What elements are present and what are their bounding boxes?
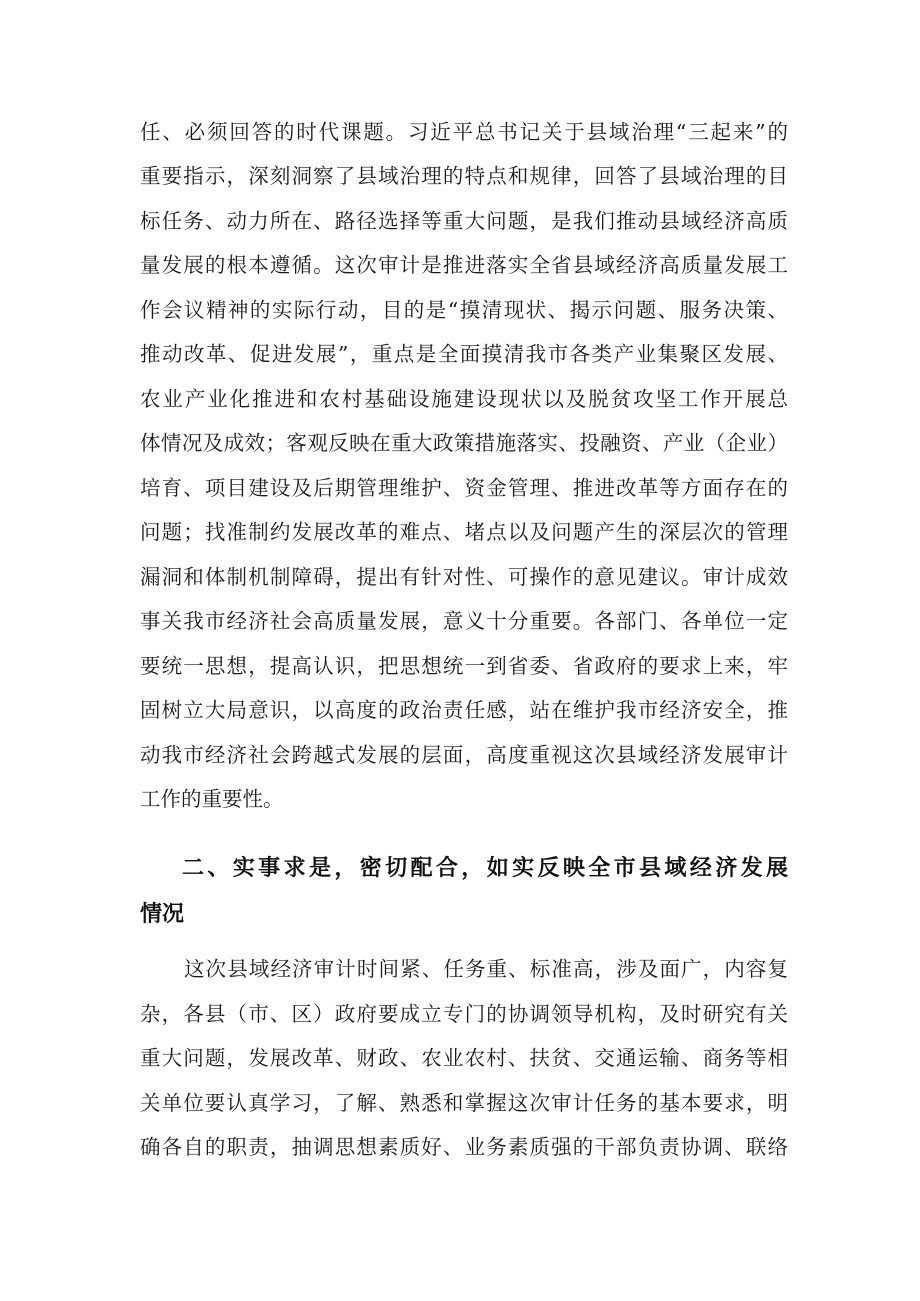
para2-line-1: 这次县域经济审计时间紧、任务重、标准高，涉及面广，内容复 bbox=[184, 957, 788, 981]
para1-line-10: 问题；找准制约发展改革的难点、堵点以及问题产生的深层次的管理 bbox=[140, 520, 788, 544]
para1-line-2: 重要指示，深刻洞察了县域治理的特点和规律，回答了县域治理的目 bbox=[140, 164, 788, 188]
para1-line-1: 任、必须回答的时代课题。习近平总书记关于县域治理“三起来”的 bbox=[140, 120, 788, 144]
para1-line-4: 量发展的根本遵循。这次审计是推进落实全省县域经济高质量发展工 bbox=[140, 253, 788, 277]
para1-line-16: 工作的重要性。 bbox=[140, 787, 284, 811]
section-heading-2-line-1: 二、实事求是，密切配合，如实反映全市县域经济发展 bbox=[182, 856, 788, 881]
para1-line-13: 要统一思想，提高认识，把思想统一到省委、省政府的要求上来，牢 bbox=[140, 654, 788, 678]
para1-line-14: 固树立大局意识，以高度的政治责任感，站在维护我市经济安全，推 bbox=[140, 698, 788, 722]
para1-line-6: 推动改革、促进发展”，重点是全面摸清我市各类产业集聚区发展、 bbox=[140, 342, 788, 366]
para1-line-7: 农业产业化推进和农村基础设施建设现状以及脱贫攻坚工作开展总 bbox=[140, 387, 788, 411]
para2-line-2: 杂，各县（市、区）政府要成立专门的协调领导机构，及时研究有关 bbox=[140, 1002, 788, 1026]
para2-line-4: 关单位要认真学习，了解、熟悉和掌握这次审计任务的基本要求，明 bbox=[140, 1091, 788, 1115]
para2-line-3: 重大问题，发展改革、财政、农业农村、扶贫、交通运输、商务等相 bbox=[140, 1046, 788, 1070]
para1-line-11: 漏洞和体制机制障碍，提出有针对性、可操作的意见建议。审计成效 bbox=[140, 565, 788, 589]
para1-line-5: 作会议精神的实际行动，目的是“摸清现状、揭示问题、服务决策、 bbox=[140, 298, 788, 322]
para1-line-12: 事关我市经济社会高质量发展，意义十分重要。各部门、各单位一定 bbox=[140, 609, 788, 633]
para1-line-3: 标任务、动力所在、路径选择等重大问题，是我们推动县域经济高质 bbox=[140, 209, 788, 233]
para1-line-9: 培育、项目建设及后期管理维护、资金管理、推进改革等方面存在的 bbox=[140, 476, 788, 500]
para1-line-15: 动我市经济社会跨越式发展的层面，高度重视这次县域经济发展审计 bbox=[140, 743, 788, 767]
section-heading-2-line-2: 情况 bbox=[140, 902, 185, 927]
para1-line-8: 体情况及成效；客观反映在重大政策措施落实、投融资、产业（企业） bbox=[140, 431, 788, 455]
para2-line-5: 确各自的职责，抽调思想素质好、业务素质强的干部负责协调、联络 bbox=[140, 1135, 788, 1159]
